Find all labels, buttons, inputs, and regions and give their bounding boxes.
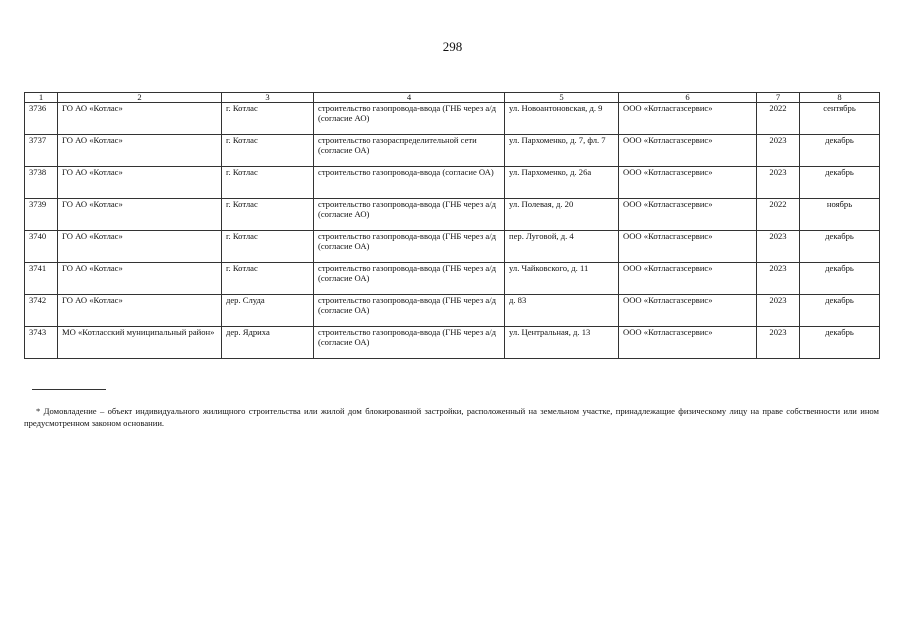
executor-cell: ООО «Котласгазсервис» <box>619 263 757 295</box>
table-header-row <box>25 93 880 103</box>
object-cell: строительство газопровода-ввода (ГНБ через а/д (согласие ОА) <box>314 263 505 295</box>
owner-cell: ГО АО «Котлас» <box>58 199 222 231</box>
table-row <box>25 327 880 359</box>
owner-cell: ГО АО «Котлас» <box>58 103 222 135</box>
executor-cell: ООО «Котласгазсервис» <box>619 295 757 327</box>
table-row <box>25 103 880 135</box>
year-cell: 2023 <box>757 167 800 199</box>
executor-cell: ООО «Котласгазсервис» <box>619 327 757 359</box>
address-cell: ул. Новоантоновская, д. 9 <box>505 103 619 135</box>
executor-cell: ООО «Котласгазсервис» <box>619 199 757 231</box>
object-cell: строительство газораспределительной сети (согласие ОА) <box>314 135 505 167</box>
locality-cell: г. Котлас <box>222 135 314 167</box>
month-cell: декабрь <box>800 167 880 199</box>
year-cell: 2023 <box>757 231 800 263</box>
table-row <box>25 231 880 263</box>
address-cell: ул. Центральная, д. 13 <box>505 327 619 359</box>
owner-cell: ГО АО «Котлас» <box>58 135 222 167</box>
row-number: 3739 <box>25 199 58 231</box>
object-cell: строительство газопровода-ввода (ГНБ через а/д (согласие АО) <box>314 199 505 231</box>
column-header: 8 <box>800 93 880 103</box>
address-cell: пер. Луговой, д. 4 <box>505 231 619 263</box>
row-number: 3736 <box>25 103 58 135</box>
year-cell: 2022 <box>757 199 800 231</box>
column-header: 4 <box>314 93 505 103</box>
object-cell: строительство газопровода-ввода (ГНБ через а/д (согласие ОА) <box>314 327 505 359</box>
year-cell: 2022 <box>757 103 800 135</box>
month-cell: ноябрь <box>800 199 880 231</box>
address-cell: ул. Полевая, д. 20 <box>505 199 619 231</box>
column-header: 6 <box>619 93 757 103</box>
column-header: 1 <box>25 93 58 103</box>
footnote-text: * Домовладение – объект индивидуального жилищного строительства или жилой дом блокированной застройки, расположенный на земельном участке, принадлежащие физическому лицу на праве собственности или ином предусмотренном законом основании. <box>24 406 879 429</box>
row-number: 3738 <box>25 167 58 199</box>
year-cell: 2023 <box>757 135 800 167</box>
address-cell: ул. Пархоменко, д. 26а <box>505 167 619 199</box>
row-number: 3737 <box>25 135 58 167</box>
executor-cell: ООО «Котласгазсервис» <box>619 167 757 199</box>
column-header: 5 <box>505 93 619 103</box>
address-cell: ул. Чайковского, д. 11 <box>505 263 619 295</box>
month-cell: декабрь <box>800 135 880 167</box>
table-row <box>25 295 880 327</box>
locality-cell: г. Котлас <box>222 231 314 263</box>
owner-cell: ГО АО «Котлас» <box>58 295 222 327</box>
row-number: 3741 <box>25 263 58 295</box>
month-cell: декабрь <box>800 295 880 327</box>
executor-cell: ООО «Котласгазсервис» <box>619 103 757 135</box>
address-cell: ул. Пархоменко, д. 7, фл. 7 <box>505 135 619 167</box>
row-number: 3742 <box>25 295 58 327</box>
owner-cell: ГО АО «Котлас» <box>58 167 222 199</box>
month-cell: декабрь <box>800 327 880 359</box>
gasification-table <box>24 92 880 359</box>
executor-cell: ООО «Котласгазсервис» <box>619 231 757 263</box>
table-row <box>25 135 880 167</box>
row-number: 3743 <box>25 327 58 359</box>
owner-cell: ГО АО «Котлас» <box>58 231 222 263</box>
table-row <box>25 167 880 199</box>
row-number: 3740 <box>25 231 58 263</box>
locality-cell: дер. Ядриха <box>222 327 314 359</box>
locality-cell: г. Котлас <box>222 167 314 199</box>
column-header: 3 <box>222 93 314 103</box>
year-cell: 2023 <box>757 327 800 359</box>
month-cell: декабрь <box>800 263 880 295</box>
table-row <box>25 263 880 295</box>
object-cell: строительство газопровода-ввода (ГНБ через а/д (согласие ОА) <box>314 231 505 263</box>
year-cell: 2023 <box>757 263 800 295</box>
year-cell: 2023 <box>757 295 800 327</box>
object-cell: строительство газопровода-ввода (согласие ОА) <box>314 167 505 199</box>
address-cell: д. 83 <box>505 295 619 327</box>
locality-cell: дер. Слуда <box>222 295 314 327</box>
owner-cell: МО «Котласский муниципальный район» <box>58 327 222 359</box>
footnote-divider <box>32 389 106 390</box>
page-number: 298 <box>442 39 463 54</box>
object-cell: строительство газопровода-ввода (ГНБ через а/д (согласие АО) <box>314 103 505 135</box>
locality-cell: г. Котлас <box>222 103 314 135</box>
column-header: 2 <box>58 93 222 103</box>
locality-cell: г. Котлас <box>222 199 314 231</box>
owner-cell: ГО АО «Котлас» <box>58 263 222 295</box>
month-cell: декабрь <box>800 231 880 263</box>
month-cell: сентябрь <box>800 103 880 135</box>
executor-cell: ООО «Котласгазсервис» <box>619 135 757 167</box>
table-row <box>25 199 880 231</box>
locality-cell: г. Котлас <box>222 263 314 295</box>
column-header: 7 <box>757 93 800 103</box>
object-cell: строительство газопровода-ввода (ГНБ через а/д (согласие ОА) <box>314 295 505 327</box>
